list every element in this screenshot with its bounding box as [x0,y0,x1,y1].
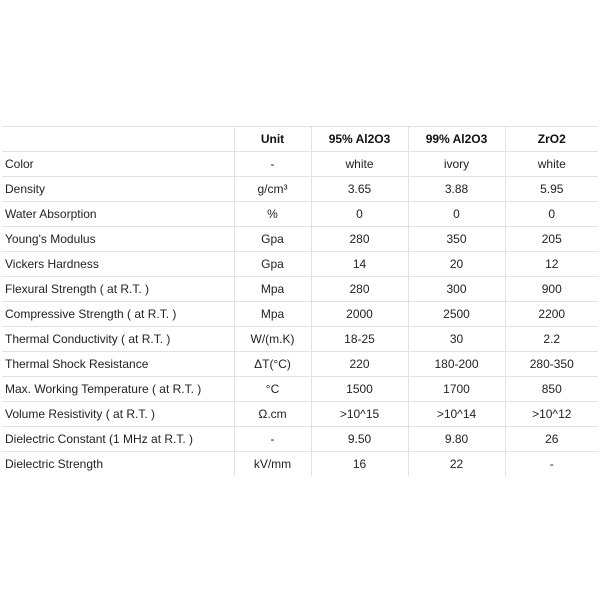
al2o3-99-value: 22 [408,452,505,477]
zro2-value: white [505,152,598,177]
table-row [2,402,598,427]
table-row [2,277,598,302]
al2o3-99-value: 350 [408,227,505,252]
al2o3-99-value: >10^14 [408,402,505,427]
al2o3-99-value: 3.88 [408,177,505,202]
zro2-value: 850 [505,377,598,402]
zro2-value: 12 [505,252,598,277]
al2o3-99-value: 180-200 [408,352,505,377]
property-name: Compressive Strength ( at R.T. ) [2,302,234,327]
zro2-value: 26 [505,427,598,452]
property-name: Young's Modulus [2,227,234,252]
table-row [2,252,598,277]
table-row [2,152,598,177]
zro2-value: 5.95 [505,177,598,202]
header-zro2: ZrO2 [505,127,598,152]
property-name: Volume Resistivity ( at R.T. ) [2,402,234,427]
table-row [2,177,598,202]
property-name: Dielectric Constant (1 MHz at R.T. ) [2,427,234,452]
al2o3-95-value: 9.50 [311,427,408,452]
al2o3-95-value: 16 [311,452,408,477]
al2o3-99-value: 30 [408,327,505,352]
unit-cell: - [234,427,311,452]
unit-cell: Ω.cm [234,402,311,427]
property-name: Dielectric Strength [2,452,234,477]
al2o3-95-value: 18-25 [311,327,408,352]
al2o3-95-value: 3.65 [311,177,408,202]
unit-cell: Mpa [234,277,311,302]
property-name: Vickers Hardness [2,252,234,277]
al2o3-99-value: ivory [408,152,505,177]
table-row [2,427,598,452]
zro2-value: 2200 [505,302,598,327]
table-row [2,452,598,477]
zro2-value: 900 [505,277,598,302]
property-name: Density [2,177,234,202]
zro2-value: >10^12 [505,402,598,427]
properties-table-container [2,126,598,476]
table-row [2,377,598,402]
al2o3-99-value: 2500 [408,302,505,327]
table-row [2,327,598,352]
property-name: Max. Working Temperature ( at R.T. ) [2,377,234,402]
zro2-value: 280-350 [505,352,598,377]
al2o3-95-value: 220 [311,352,408,377]
unit-cell: ΔT(°C) [234,352,311,377]
al2o3-95-value: 280 [311,227,408,252]
table-row [2,202,598,227]
header-99-al2o3: 99% Al2O3 [408,127,505,152]
property-name: Thermal Shock Resistance [2,352,234,377]
al2o3-95-value: 2000 [311,302,408,327]
property-name: Thermal Conductivity ( at R.T. ) [2,327,234,352]
zro2-value: 0 [505,202,598,227]
header-95-al2o3: 95% Al2O3 [311,127,408,152]
unit-cell: - [234,152,311,177]
header-unit: Unit [234,127,311,152]
zro2-value: 2.2 [505,327,598,352]
unit-cell: Gpa [234,252,311,277]
zro2-value: - [505,452,598,477]
unit-cell: Mpa [234,302,311,327]
property-name: Flexural Strength ( at R.T. ) [2,277,234,302]
table-row [2,352,598,377]
table-row [2,227,598,252]
unit-cell: % [234,202,311,227]
al2o3-99-value: 20 [408,252,505,277]
al2o3-99-value: 0 [408,202,505,227]
al2o3-99-value: 1700 [408,377,505,402]
al2o3-95-value: white [311,152,408,177]
al2o3-95-value: 14 [311,252,408,277]
table-header-row [2,127,598,152]
al2o3-99-value: 9.80 [408,427,505,452]
property-name: Water Absorption [2,202,234,227]
al2o3-95-value: 0 [311,202,408,227]
unit-cell: W/(m.K) [234,327,311,352]
unit-cell: °C [234,377,311,402]
zro2-value: 205 [505,227,598,252]
al2o3-99-value: 300 [408,277,505,302]
unit-cell: g/cm³ [234,177,311,202]
property-name: Color [2,152,234,177]
unit-cell: kV/mm [234,452,311,477]
al2o3-95-value: >10^15 [311,402,408,427]
al2o3-95-value: 280 [311,277,408,302]
unit-cell: Gpa [234,227,311,252]
al2o3-95-value: 1500 [311,377,408,402]
header-property [2,127,234,152]
material-properties-table [2,126,598,476]
table-row [2,302,598,327]
